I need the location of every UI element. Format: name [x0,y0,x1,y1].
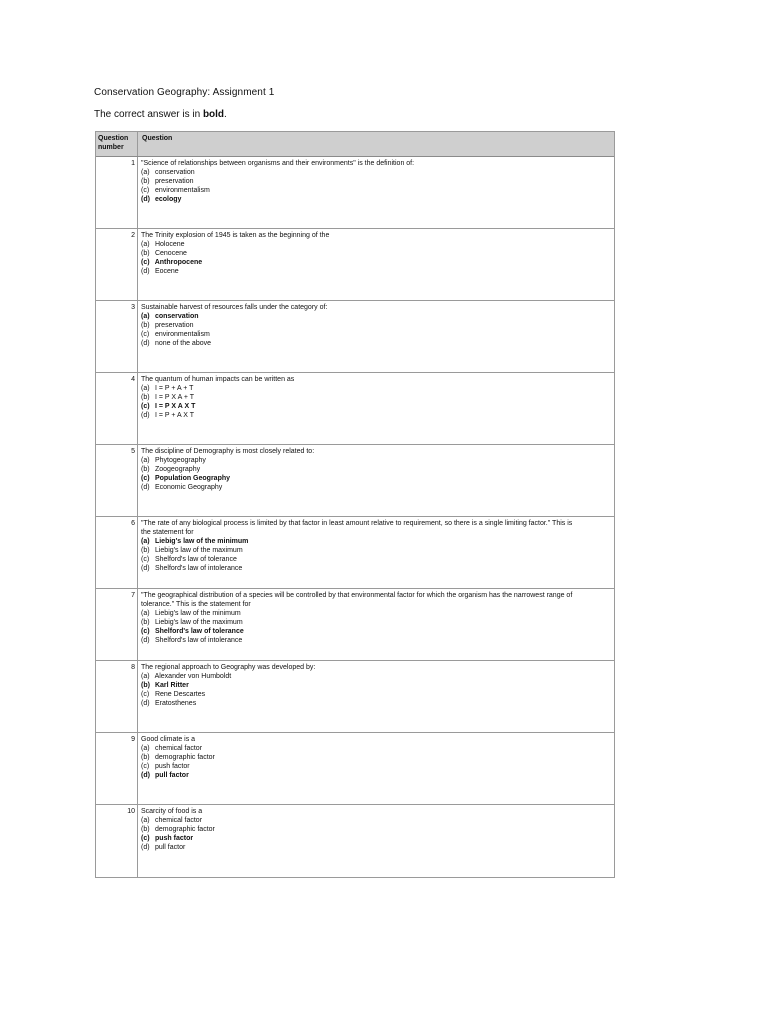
answer-option [141,330,614,339]
page-title: Conservation Geography: Assignment 1 [94,87,275,98]
question-stem: The quantum of human impacts can be written as [141,376,295,383]
answer-option [141,339,614,348]
answer-option-correct [141,627,614,636]
question-cell [138,517,614,588]
question-stem: "The geographical distribution of a species will be controlled by that environmental factor for which the organism has the narrowest range of tolerance." This is the statement for [141,592,573,608]
table-header [96,132,614,157]
option-label: (b) [141,466,150,473]
option-text: environmentalism [154,331,210,338]
question-stem: "The rate of any biological process is limited by that factor in least amount relative to requirement, so there is a single limiting factor." This is the statement for [141,520,573,536]
table-row [96,373,614,445]
answer-option [141,321,614,330]
option-text: Karl Ritter [154,682,189,689]
table-row [96,229,614,301]
question-number: 6 [96,517,138,588]
option-label: (a) [141,169,150,176]
question-stem: Good climate is a [141,736,196,743]
question-cell [138,157,614,228]
option-label: (b) [141,754,150,761]
option-text: pull factor [154,844,186,851]
option-label: (d) [141,340,150,347]
answer-key-note [94,109,227,120]
option-text: pull factor [154,772,189,779]
answer-option [141,456,614,465]
answer-option [141,177,614,186]
option-label: (a) [141,313,150,320]
answer-option-correct [141,681,614,690]
answer-key-note-bold: bold [202,109,225,120]
answer-option [141,546,614,555]
option-text: chemical factor [154,817,203,824]
option-label: (c) [141,556,150,563]
answer-option [141,483,614,492]
option-label: (b) [141,682,150,689]
question-number: 1 [96,157,138,228]
option-text: I = P X A + T [154,394,194,401]
answer-option [141,825,614,834]
option-text: Economic Geography [154,484,223,491]
answer-option [141,564,614,573]
answer-option-correct [141,258,614,267]
option-text: Zoogeography [154,466,201,473]
header-question-number: Question number [96,132,138,156]
option-label: (d) [141,700,150,707]
option-label: (b) [141,619,150,626]
table-row [96,157,614,229]
answer-option [141,249,614,258]
option-text: Holocene [154,241,185,248]
answer-key-note-prefix: The correct answer is in [94,109,203,120]
answer-option [141,384,614,393]
option-label: (d) [141,268,150,275]
question-number: 5 [96,445,138,516]
question-stem: "Science of relationships between organisms and their environments" is the definition of: [141,160,415,167]
answer-option [141,240,614,249]
table-row [96,589,614,661]
table-body [96,157,614,877]
question-stem: The Trinity explosion of 1945 is taken as the beginning of the [141,232,330,239]
question-cell [138,445,614,516]
answer-option [141,690,614,699]
option-text: Cenocene [154,250,187,257]
question-cell [138,733,614,804]
option-label: (b) [141,250,150,257]
answer-option [141,636,614,645]
option-text: ecology [154,196,182,203]
question-number: 3 [96,301,138,372]
option-label: (c) [141,331,150,338]
question-stem: Scarcity of food is a [141,808,203,815]
answer-option [141,762,614,771]
questions-table [95,131,615,878]
answer-option [141,699,614,708]
answer-option [141,672,614,681]
table-row [96,517,614,589]
option-text: push factor [154,835,194,842]
option-label: (b) [141,394,150,401]
option-label: (c) [141,403,150,410]
option-label: (a) [141,538,150,545]
question-cell [138,301,614,372]
option-text: Liebig's law of the minimum [154,610,241,617]
option-text: conservation [154,169,195,176]
option-label: (a) [141,385,150,392]
option-label: (a) [141,610,150,617]
option-label: (d) [141,772,150,779]
table-row [96,301,614,373]
question-cell [138,589,614,660]
option-text: Shelford's law of intolerance [154,637,243,644]
option-label: (a) [141,457,150,464]
question-number: 4 [96,373,138,444]
option-label: (a) [141,673,150,680]
option-label: (c) [141,835,150,842]
question-stem: Sustainable harvest of resources falls under the category of: [141,304,328,311]
answer-option-correct [141,834,614,843]
option-text: environmentalism [154,187,210,194]
answer-key-note-suffix: . [224,109,227,120]
option-text: Shelford's law of intolerance [154,565,243,572]
question-number: 8 [96,661,138,732]
option-text: Shelford's law of tolerance [154,628,244,635]
option-text: Population Geography [154,475,231,482]
answer-option-correct [141,195,614,204]
question-cell [138,229,614,300]
option-label: (a) [141,817,150,824]
question-number: 2 [96,229,138,300]
answer-option-correct [141,537,614,546]
option-text: none of the above [154,340,212,347]
option-text: Eocene [154,268,179,275]
option-text: I = P + A + T [154,385,194,392]
answer-option-correct [141,474,614,483]
question-number: 7 [96,589,138,660]
option-text: push factor [154,763,190,770]
option-label: (b) [141,826,150,833]
option-text: Alexander von Humboldt [154,673,232,680]
answer-option [141,609,614,618]
answer-option-correct [141,771,614,780]
option-text: Shelford's law of tolerance [154,556,237,563]
option-text: preservation [154,322,194,329]
option-label: (a) [141,241,150,248]
answer-option [141,465,614,474]
question-number: 9 [96,733,138,804]
option-text: demographic factor [154,826,215,833]
answer-option-correct [141,402,614,411]
option-text: Liebig's law of the minimum [154,538,249,545]
option-text: I = P + A X T [154,412,194,419]
answer-option-correct [141,312,614,321]
option-label: (d) [141,412,150,419]
question-number: 10 [96,805,138,877]
option-text: Anthropocene [154,259,203,266]
option-text: Liebig's law of the maximum [154,619,243,626]
option-label: (d) [141,637,150,644]
option-label: (c) [141,691,150,698]
answer-option [141,393,614,402]
question-cell [138,373,614,444]
table-row [96,733,614,805]
answer-option [141,744,614,753]
option-text: Eratosthenes [154,700,197,707]
option-label: (c) [141,187,150,194]
option-label: (b) [141,178,150,185]
option-label: (a) [141,745,150,752]
answer-option [141,168,614,177]
answer-option [141,816,614,825]
answer-option [141,267,614,276]
option-label: (b) [141,322,150,329]
option-text: Phytogeography [154,457,206,464]
table-row [96,661,614,733]
option-label: (b) [141,547,150,554]
option-label: (c) [141,628,150,635]
table-row [96,445,614,517]
table-row [96,805,614,877]
answer-option [141,555,614,564]
question-stem: The discipline of Demography is most closely related to: [141,448,315,455]
answer-option [141,753,614,762]
option-text: Rene Descartes [154,691,206,698]
option-text: demographic factor [154,754,215,761]
answer-option [141,843,614,852]
option-label: (d) [141,844,150,851]
answer-option [141,186,614,195]
option-label: (c) [141,763,150,770]
option-label: (c) [141,259,150,266]
option-text: I = P X A X T [154,403,196,410]
answer-option [141,411,614,420]
header-question: Question [142,135,173,142]
question-stem: The regional approach to Geography was developed by: [141,664,316,671]
option-label: (d) [141,565,150,572]
question-cell [138,805,614,877]
option-text: preservation [154,178,194,185]
option-text: conservation [154,313,199,320]
option-text: chemical factor [154,745,203,752]
question-cell [138,661,614,732]
answer-option [141,618,614,627]
option-text: Liebig's law of the maximum [154,547,243,554]
option-label: (d) [141,484,150,491]
option-label: (c) [141,475,150,482]
option-label: (d) [141,196,150,203]
